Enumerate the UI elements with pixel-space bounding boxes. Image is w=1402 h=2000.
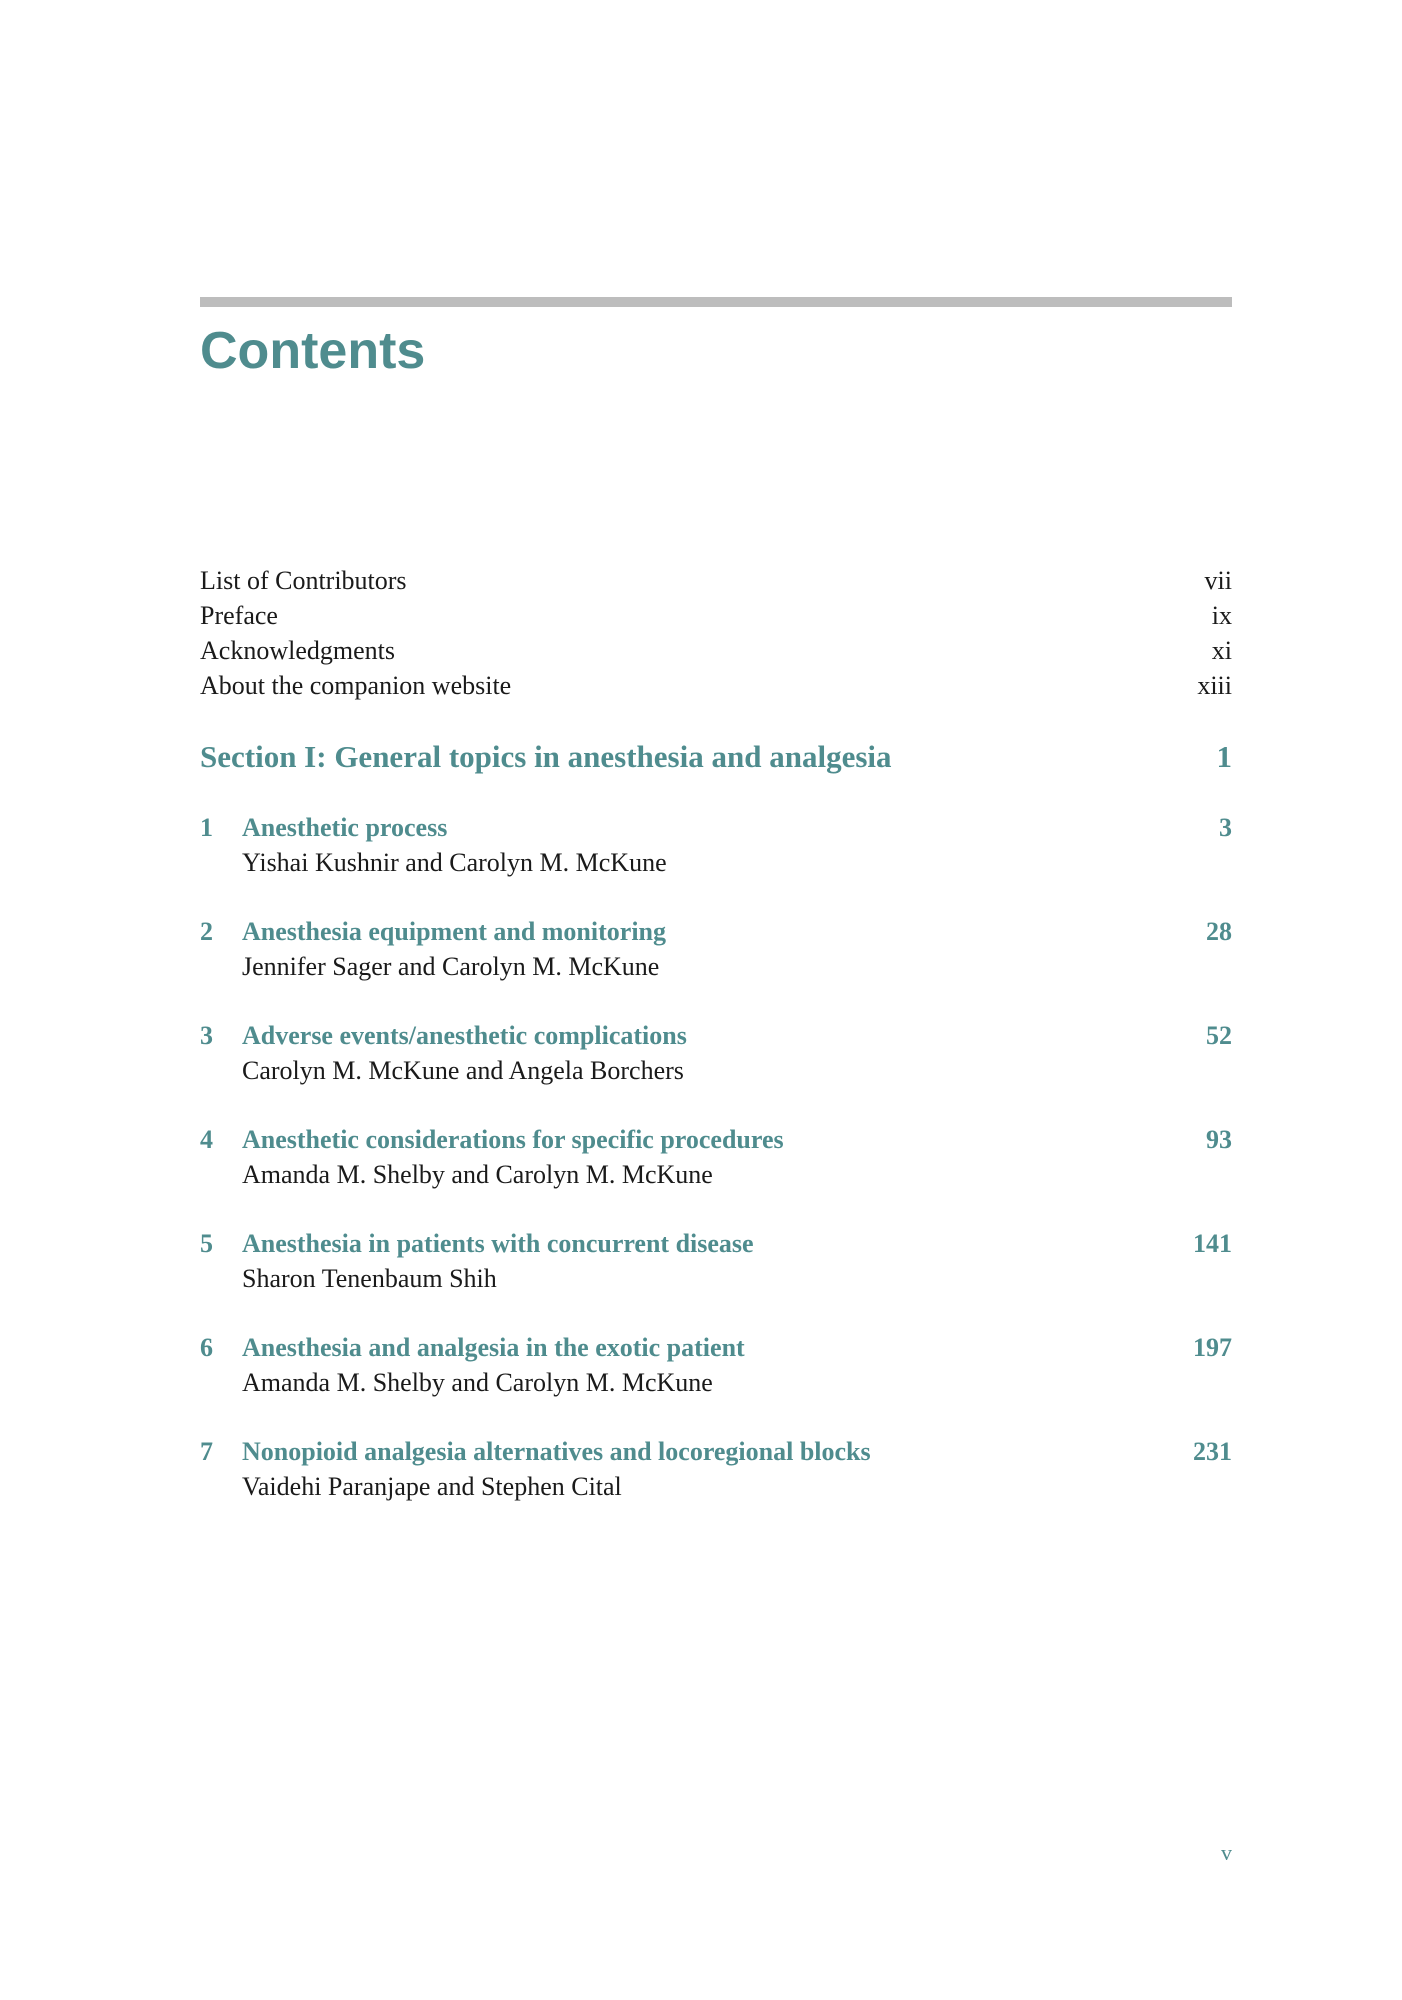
section-page: 1 [1216,739,1232,774]
chapter-page: 197 [1193,1333,1232,1362]
toc-entry-page: xiii [1197,671,1232,700]
chapter-number: 4 [200,1125,213,1154]
contents-page [200,0,1232,2000]
chapter-title: Anesthetic considerations for specific procedures [242,1125,784,1154]
toc-section-1[interactable] [200,737,1232,777]
chapter-title: Anesthesia in patients with concurrent disease [242,1229,754,1258]
chapter-page: 141 [1193,1229,1232,1258]
toc-entry-title: List of Contributors [200,566,407,595]
toc-entry-companion-website[interactable] [200,668,1232,703]
chapter-number: 5 [200,1229,213,1258]
chapter-number: 2 [200,917,213,946]
chapter-title: Anesthesia and analgesia in the exotic patient [242,1333,745,1362]
front-matter-list [200,563,1232,703]
chapter-title: Nonopioid analgesia alternatives and locoregional blocks [242,1437,871,1466]
page-title: Contents [200,322,426,380]
chapter-page: 52 [1206,1021,1232,1050]
toc-entry-page: vii [1204,566,1232,595]
chapter-number: 7 [200,1437,213,1466]
toc-entry-title: About the companion website [200,671,512,700]
chapter-number: 3 [200,1021,213,1050]
toc-entry-title: Preface [200,601,278,630]
toc-chapter-5[interactable] [200,1226,1232,1330]
chapter-title: Anesthesia equipment and monitoring [242,917,666,946]
chapter-authors: Yishai Kushnir and Carolyn M. McKune [242,848,667,877]
top-rule [200,297,1232,307]
toc-entry-acknowledgments[interactable] [200,633,1232,668]
chapter-authors: Vaidehi Paranjape and Stephen Cital [242,1472,622,1501]
toc-chapter-7[interactable] [200,1434,1232,1538]
chapter-title: Adverse events/anesthetic complications [242,1021,687,1050]
chapter-number: 6 [200,1333,213,1362]
toc-entry-title: Acknowledgments [200,636,395,665]
toc-chapter-6[interactable] [200,1330,1232,1434]
toc-chapter-4[interactable] [200,1122,1232,1226]
toc-chapter-3[interactable] [200,1018,1232,1122]
section-title: Section I: General topics in anesthesia and analgesia [200,739,892,774]
chapter-page: 28 [1206,917,1232,946]
chapter-page: 231 [1193,1437,1232,1466]
chapter-number: 1 [200,813,213,842]
toc-chapter-2[interactable] [200,914,1232,1018]
page-number: v [1221,1840,1232,1865]
chapter-authors: Sharon Tenenbaum Shih [242,1264,497,1293]
chapter-authors: Amanda M. Shelby and Carolyn M. McKune [242,1368,713,1397]
chapter-page: 3 [1219,813,1232,842]
chapter-title: Anesthetic process [242,813,448,842]
toc-entry-page: ix [1211,601,1232,630]
toc-entry-contributors[interactable] [200,563,1232,598]
chapter-authors: Carolyn M. McKune and Angela Borchers [242,1056,684,1085]
toc-chapter-1[interactable] [200,810,1232,914]
chapter-authors: Jennifer Sager and Carolyn M. McKune [242,952,660,981]
chapter-list [200,810,1232,1538]
toc-entry-page: xi [1211,636,1232,665]
chapter-authors: Amanda M. Shelby and Carolyn M. McKune [242,1160,713,1189]
chapter-page: 93 [1206,1125,1232,1154]
toc-entry-preface[interactable] [200,598,1232,633]
